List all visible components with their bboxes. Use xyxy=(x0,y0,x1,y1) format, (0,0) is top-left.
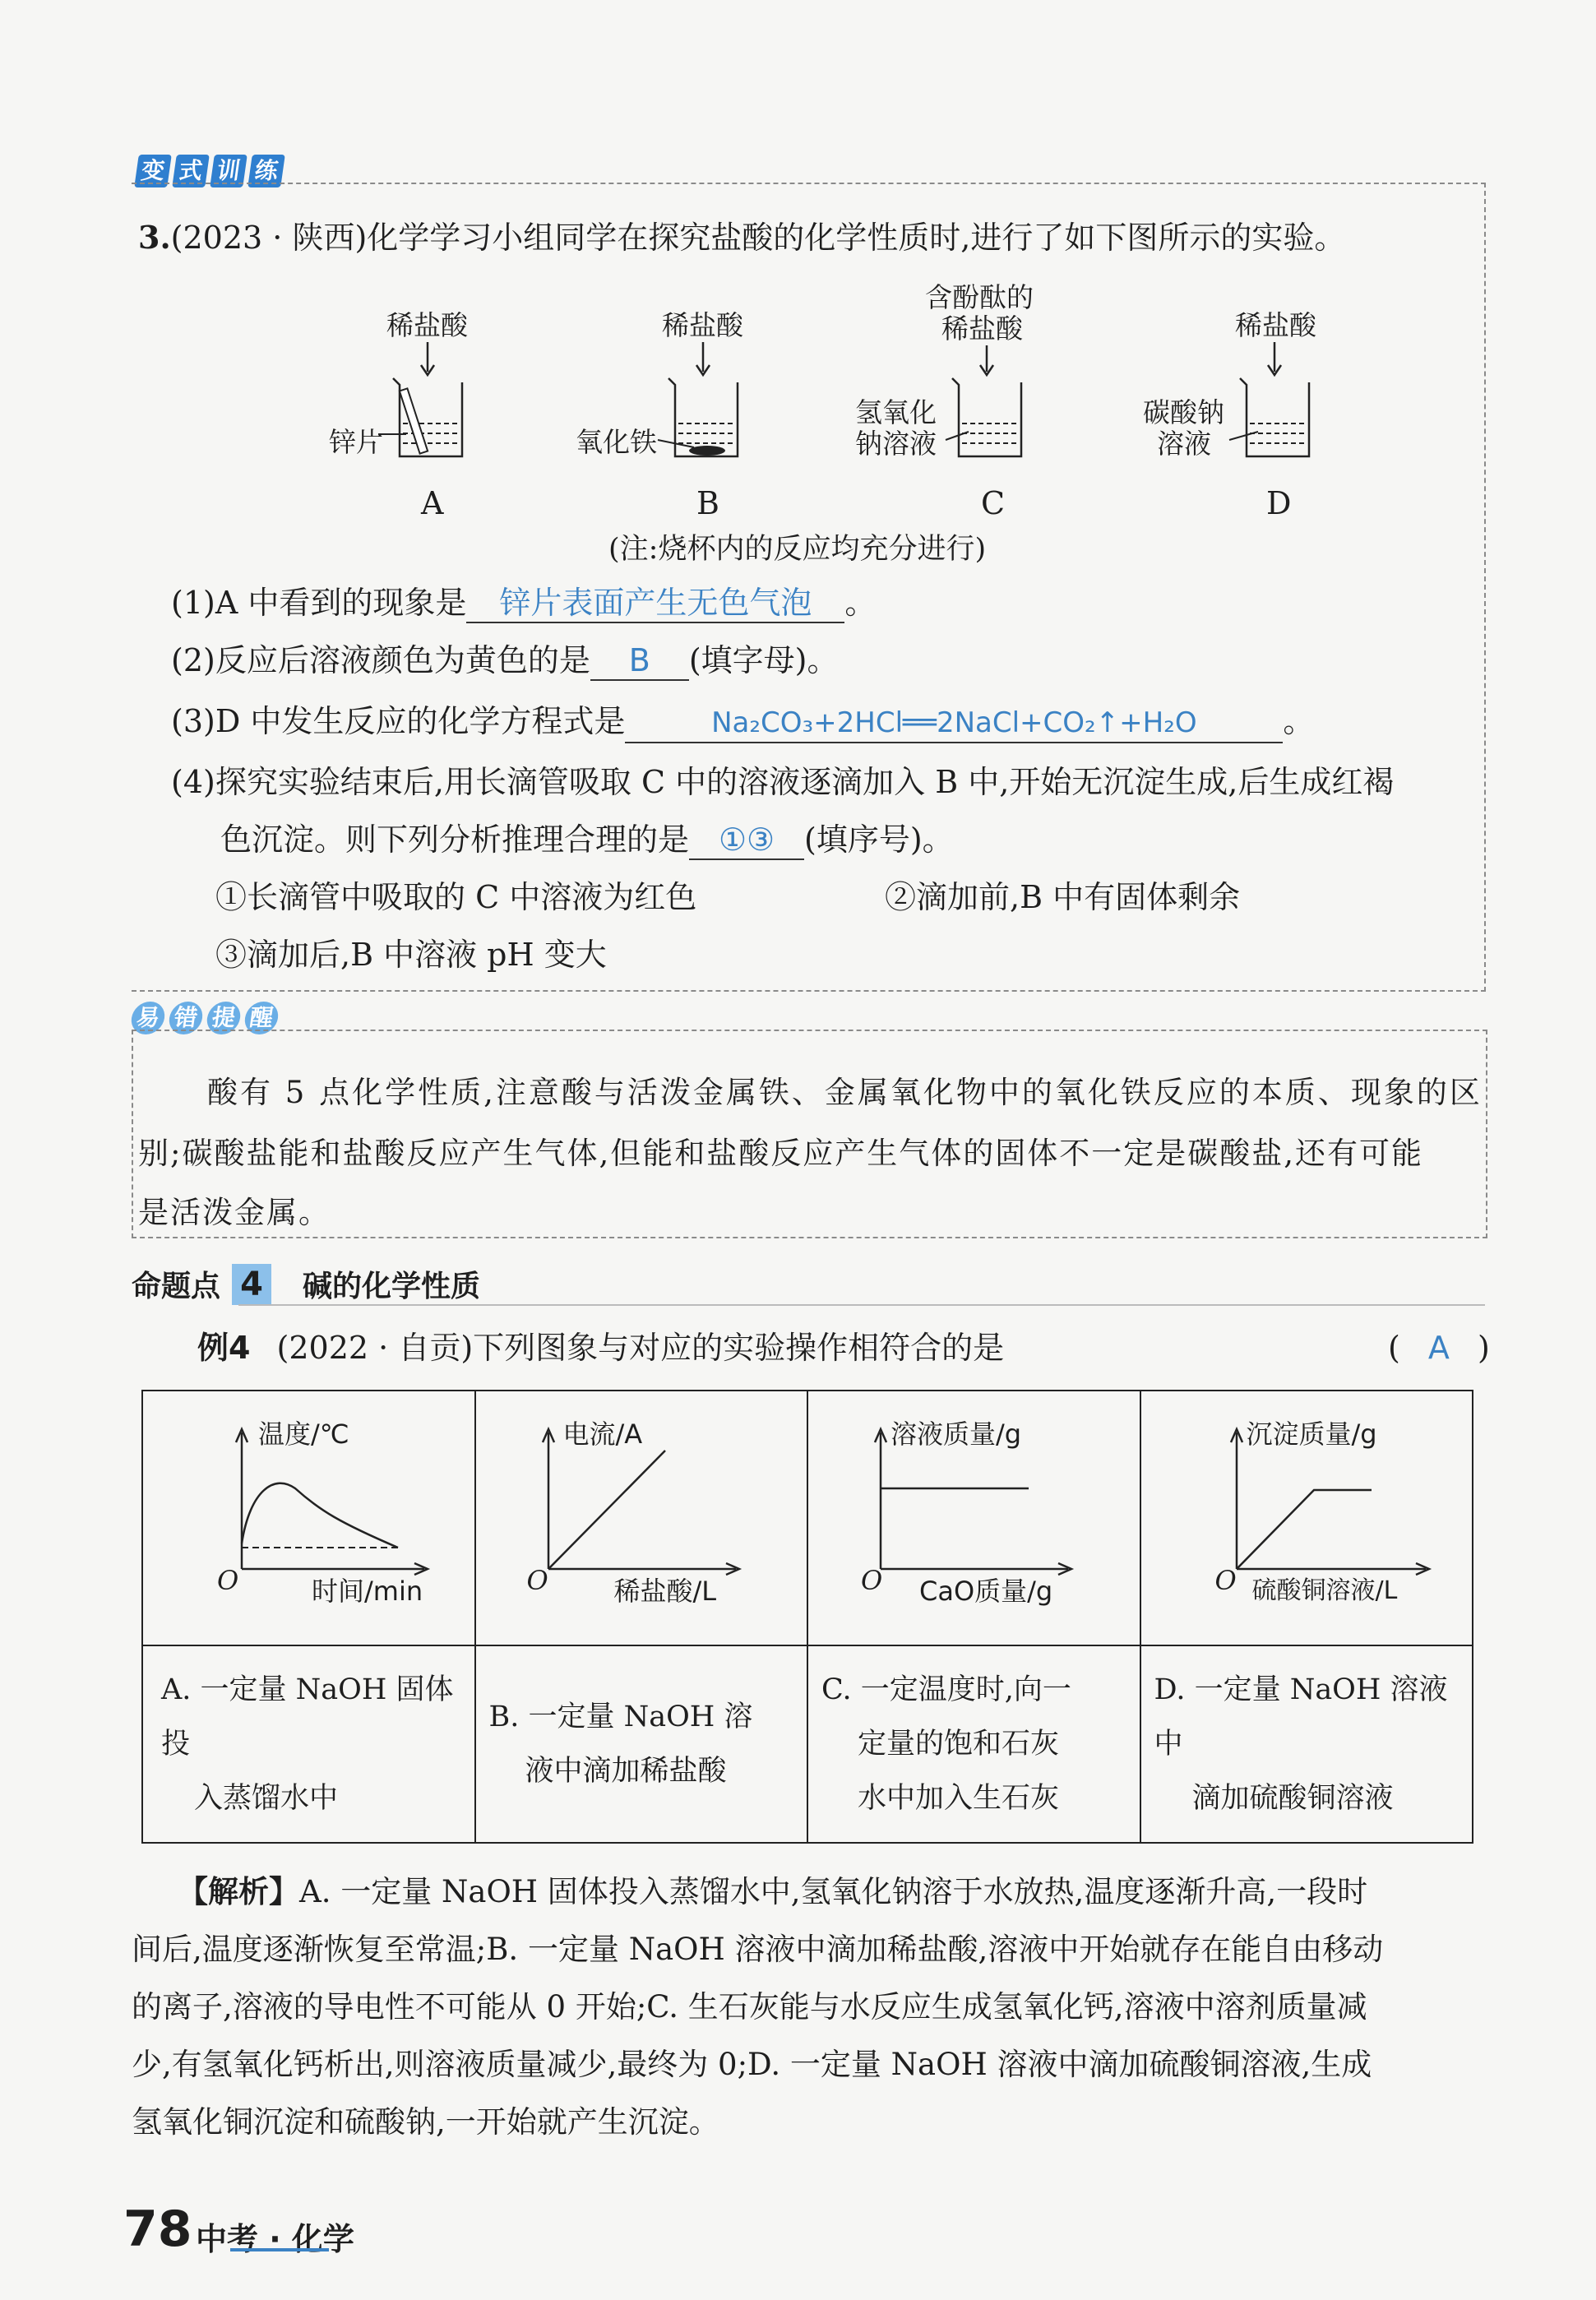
figure-note: (注:烧杯内的反应均充分进行) xyxy=(608,533,987,566)
beaker-a-top-label: 稀盐酸 xyxy=(386,309,468,341)
sub-q3-end: 。 xyxy=(1283,703,1315,739)
analysis-label: 【解析】 xyxy=(178,1874,299,1909)
sub-q3-text: (3)D 中发生反应的化学方程式是 xyxy=(171,703,626,739)
section-title: 碱的化学性质 xyxy=(303,1270,481,1303)
analysis-line-1 xyxy=(132,1863,1488,1921)
graph-a-plot xyxy=(143,1391,476,1646)
option-b-line1: B. 一定量 NaOH 溶 xyxy=(488,1701,753,1733)
tag-char: 练 xyxy=(247,155,285,187)
sub-q3-answer: Na₂CO₃+2HCl══2NaCl+CO₂↑+H₂O xyxy=(625,704,1283,743)
option-c-line1: C. 一定温度时,向一 xyxy=(821,1673,1071,1706)
option-c-text xyxy=(807,1645,1140,1843)
analysis-block xyxy=(132,1863,1488,2151)
graph-b-origin: O xyxy=(526,1565,548,1596)
beaker-d-letter: D xyxy=(1266,485,1292,521)
tag-char: 变 xyxy=(134,155,172,187)
beaker-b-side-label: 氧化铁 xyxy=(576,426,657,458)
graph-d-cell xyxy=(1140,1391,1473,1645)
sub-question-1 xyxy=(171,584,876,623)
sub-q2-text: (2)反应后溶液颜色为黄色的是 xyxy=(171,642,590,678)
beaker-b-letter: B xyxy=(696,485,719,521)
option-d-line2: 滴加硫酸铜溶液 xyxy=(1191,1782,1394,1815)
graph-d-xlabel: 硫酸铜溶液/L xyxy=(1251,1576,1398,1605)
analysis-line-4: 少,有氢氧化钙析出,则溶液质量减少,最终为 0;D. 一定量 NaOH 溶液中滴加硫酸铜溶液,生成 xyxy=(132,2047,1372,2082)
sub-q4-text: 色沉淀。则下列分析推理合理的是 xyxy=(220,821,690,858)
example-question xyxy=(197,1329,1004,1367)
sub-q2-end: (填字母)。 xyxy=(688,642,839,678)
section-heading xyxy=(132,1263,480,1305)
option-3: ③滴加后,B 中溶液 pH 变大 xyxy=(215,937,607,973)
beaker-d-side-label: 碳酸钠 xyxy=(1143,396,1224,428)
option-a-text xyxy=(142,1645,475,1843)
question-number: 3. xyxy=(138,219,171,256)
example-answer: A xyxy=(1427,1330,1450,1366)
option-a-line1: A. 一定量 NaOH 固体投 xyxy=(161,1673,454,1761)
tag-char: 易 xyxy=(129,1002,167,1034)
option-d-line1: D. 一定量 NaOH 溶液中 xyxy=(1154,1673,1448,1761)
section-number: 4 xyxy=(232,1264,271,1305)
tag-char: 错 xyxy=(167,1002,205,1034)
graph-b-plot xyxy=(476,1391,776,1646)
beaker-b-top-label: 稀盐酸 xyxy=(662,309,743,341)
graph-a-cell xyxy=(142,1391,475,1645)
option-b-line2: 液中滴加稀盐酸 xyxy=(525,1755,727,1788)
graph-c-cell xyxy=(807,1391,1140,1645)
example-text: (2022 · 自贡)下列图象与对应的实验操作相符合的是 xyxy=(276,1330,1005,1366)
beaker-a-side-label: 锌片 xyxy=(329,426,383,458)
tip-line-3: 是活泼金属。 xyxy=(138,1195,331,1230)
question-text: (2023 · 陕西)化学学习小组同学在探究盐酸的化学性质时,进行了如下图所示的实验。 xyxy=(170,220,1346,256)
example-label: 例4 xyxy=(197,1330,251,1366)
question-3 xyxy=(138,219,1345,257)
section-label: 命题点 xyxy=(132,1270,221,1303)
sub-question-3 xyxy=(171,702,1314,743)
options-table xyxy=(141,1390,1473,1844)
graph-b-cell xyxy=(475,1391,808,1645)
beaker-d-side-label-2: 溶液 xyxy=(1157,428,1211,460)
option-c-line2: 定量的饱和石灰 xyxy=(858,1728,1060,1761)
footer-title: 中考 · 化学 xyxy=(196,2221,354,2257)
analysis-line-5: 氢氧化铜沉淀和硫酸钠,一开始就产生沉淀。 xyxy=(132,2104,719,2140)
option-b-text xyxy=(475,1645,808,1843)
beaker-c-top-label: 含酚酞的 xyxy=(925,281,1034,313)
beaker-c-side-label: 氢氧化 xyxy=(855,396,937,428)
option-2: ②滴加前,B 中有固体剩余 xyxy=(885,879,1241,915)
tip-line-2: 别;碳酸盐能和盐酸反应产生气体,但能和盐酸反应产生气体的固体不一定是碳酸盐,还有可能 xyxy=(138,1136,1423,1171)
graph-a-origin: O xyxy=(217,1565,239,1596)
analysis-line-2: 间后,温度逐渐恢复至常温;B. 一定量 NaOH 溶液中滴加稀盐酸,溶液中开始就存在能自由移动 xyxy=(132,1932,1384,1967)
sub-q1-answer: 锌片表面产生无色气泡 xyxy=(466,584,844,623)
paren-close: ) xyxy=(1478,1330,1490,1366)
tag-char: 训 xyxy=(210,155,247,187)
option-1: ①长滴管中吸取的 C 中溶液为红色 xyxy=(215,879,697,915)
graph-d-plot xyxy=(1141,1391,1474,1646)
graph-d-ylabel: 沉淀质量/g xyxy=(1246,1418,1377,1450)
beaker-c-side-label-2: 钠溶液 xyxy=(855,428,937,460)
sub-question-4-line2 xyxy=(220,821,954,860)
graph-b-xlabel: 稀盐酸/L xyxy=(613,1576,717,1607)
beaker-d-top-label: 稀盐酸 xyxy=(1235,309,1316,341)
sub-question-2 xyxy=(171,641,839,681)
example-answer-bracket xyxy=(1388,1329,1490,1367)
graph-a-ylabel: 温度/℃ xyxy=(258,1418,349,1450)
sub-q1-end: 。 xyxy=(844,585,877,621)
sub-q4-end: (填序号)。 xyxy=(804,821,954,858)
graph-d-origin: O xyxy=(1214,1565,1237,1596)
beaker-a-letter: A xyxy=(421,485,444,521)
beaker-figure xyxy=(132,271,1484,521)
sub-q2-answer: B xyxy=(590,641,689,681)
graph-c-origin: O xyxy=(861,1565,883,1596)
graph-b-ylabel: 电流/A xyxy=(562,1418,643,1450)
beaker-c-letter: C xyxy=(981,485,1006,521)
paren-open: ( xyxy=(1388,1330,1400,1366)
graph-a-xlabel: 时间/min xyxy=(312,1576,423,1607)
beaker-c-top-label-2: 稀盐酸 xyxy=(941,312,1023,345)
sub-q4-answer: ①③ xyxy=(689,821,804,860)
analysis-line-3: 的离子,溶液的导电性不可能从 0 开始;C. 生石灰能与水反应生成氢氧化钙,溶液中溶剂质量减 xyxy=(132,1989,1367,2025)
option-a-line2: 入蒸馏水中 xyxy=(194,1782,339,1815)
tag-char: 提 xyxy=(205,1002,243,1034)
option-d-text xyxy=(1140,1645,1473,1843)
graph-c-xlabel: CaO质量/g xyxy=(919,1576,1053,1607)
section-rule xyxy=(238,1304,1485,1306)
graph-c-plot xyxy=(808,1391,1108,1646)
beaker-drawings xyxy=(132,271,1484,518)
analysis-text-1: A. 一定量 NaOH 固体投入蒸馏水中,氢氧化钠溶于水放热,温度逐渐升高,一段时 xyxy=(299,1874,1368,1909)
sub-question-4-line1: (4)探究实验结束后,用长滴管吸取 C 中的溶液逐滴加入 B 中,开始无沉淀生成,后生成红褐 xyxy=(171,764,1395,800)
tag-char: 式 xyxy=(172,155,210,187)
page-number: 78 xyxy=(123,2201,192,2258)
graph-c-ylabel: 溶液质量/g xyxy=(891,1418,1022,1450)
footer-accent xyxy=(230,2248,329,2251)
tag-char: 醒 xyxy=(243,1002,280,1034)
option-c-line3: 水中加入生石灰 xyxy=(858,1782,1060,1815)
tip-line-1: 酸有 5 点化学性质,注意酸与活泼金属铁、金属氧化物中的氧化铁反应的本质、现象的区 xyxy=(207,1075,1483,1110)
sub-q1-text: (1)A 中看到的现象是 xyxy=(171,585,467,621)
